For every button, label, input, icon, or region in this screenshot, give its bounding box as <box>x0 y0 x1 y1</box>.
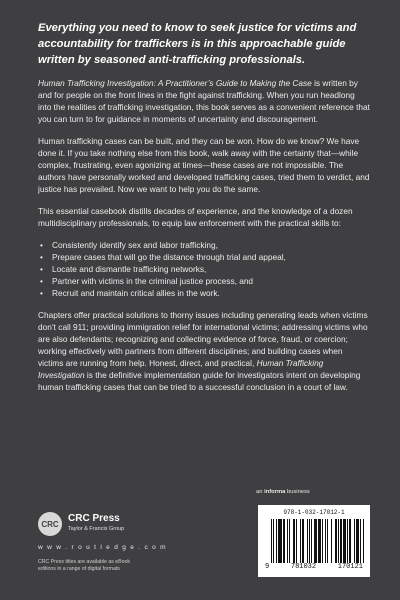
ean-left-group: 781032 <box>290 563 317 571</box>
list-item: • Recruit and maintain critical allies in the work. <box>52 287 370 299</box>
skills-list <box>38 239 370 299</box>
informa-prefix: an <box>256 489 265 495</box>
paragraph-cases: Human trafficking cases can be built, and they can be won. How do we know? We have done it. If you take nothing else from this book, walk away with the certainty that—while complex, frustrating, even agonizing at times—these cases are not impossible. The authors have personally worked and developed trafficking cases, tried them to verdict, and justice has prevailed. Now we want to help you do the same. <box>38 136 370 194</box>
informa-tagline <box>256 489 310 495</box>
paragraph-intro-text: is written by and for people on the front lines in the fight against trafficking. When you run headlong into the realities of trafficking investigation, this book serves as a convenient reference that you can turn to for guidance in moments of uncertainty and discouragement. <box>38 78 370 124</box>
crc-logo-icon <box>38 512 62 536</box>
ean-digits <box>263 563 365 571</box>
list-item: • Consistently identify sex and labor trafficking, <box>52 239 370 251</box>
headline: Everything you need to know to seek justice for victims and accountability for traffickers is in this approachable guide written by seasoned anti-trafficking professionals. <box>38 22 357 66</box>
ebook-note: CRC Press titles are available as eBook editions in a range of digital formats <box>38 559 130 572</box>
list-item: • Partner with victims in the criminal justice process, and <box>52 275 370 287</box>
ean-first-digit: 9 <box>265 563 270 571</box>
publisher-url: w w w . r o u t l e d g e . c o m <box>38 544 167 551</box>
book-title-italic: Human Trafficking Investigation <box>38 358 324 380</box>
publisher-name: CRC Press <box>68 513 120 524</box>
paragraph-casebook: This essential casebook distills decades of experience, and the knowledge of a dozen multidisciplinary professionals, to equip law enforcement with the practical skills to: <box>38 206 353 228</box>
back-cover-text <box>38 20 370 403</box>
informa-suffix: business <box>285 489 310 495</box>
barcode-bars <box>263 519 365 567</box>
ean-right-group: 170121 <box>337 563 363 571</box>
list-item: • Prepare cases that will go the distance through trial and appeal, <box>52 251 370 263</box>
book-title-italic: Human Trafficking Investigation: A Practitioner’s Guide to Making the Case <box>38 78 312 88</box>
barcode-bar <box>364 519 365 567</box>
publisher-group: Taylor & Francis Group <box>68 526 125 532</box>
list-item: • Locate and dismantle trafficking networks, <box>52 263 370 275</box>
paragraph-chapters-text: Chapters offer practical solutions to thorny issues including generating leads when victims don’t call 911; providing immigration relief for international victims; addressing victims who are also defendants; recognizing and collecting evidence of force, fraud, or coercion; working effectively with partners from different disciplines; and building cases when victims are running from help. Honest, direct, and practical, <box>38 310 368 368</box>
informa-bold: informa <box>264 489 286 495</box>
publisher-block <box>38 512 218 573</box>
crc-logo-letters: CRC <box>41 519 59 529</box>
paragraph-chapters <box>38 309 370 393</box>
crc-press-logo <box>38 512 218 536</box>
isbn-number: 978-1-032-17012-1 <box>283 509 345 516</box>
isbn-barcode <box>258 505 370 577</box>
paragraph-intro <box>38 77 370 125</box>
paragraph-chapters-end: is the definitive implementation guide for investigators intent on developing human trafficking cases that can be tried to a successful conclusion in a court of law. <box>38 370 361 392</box>
